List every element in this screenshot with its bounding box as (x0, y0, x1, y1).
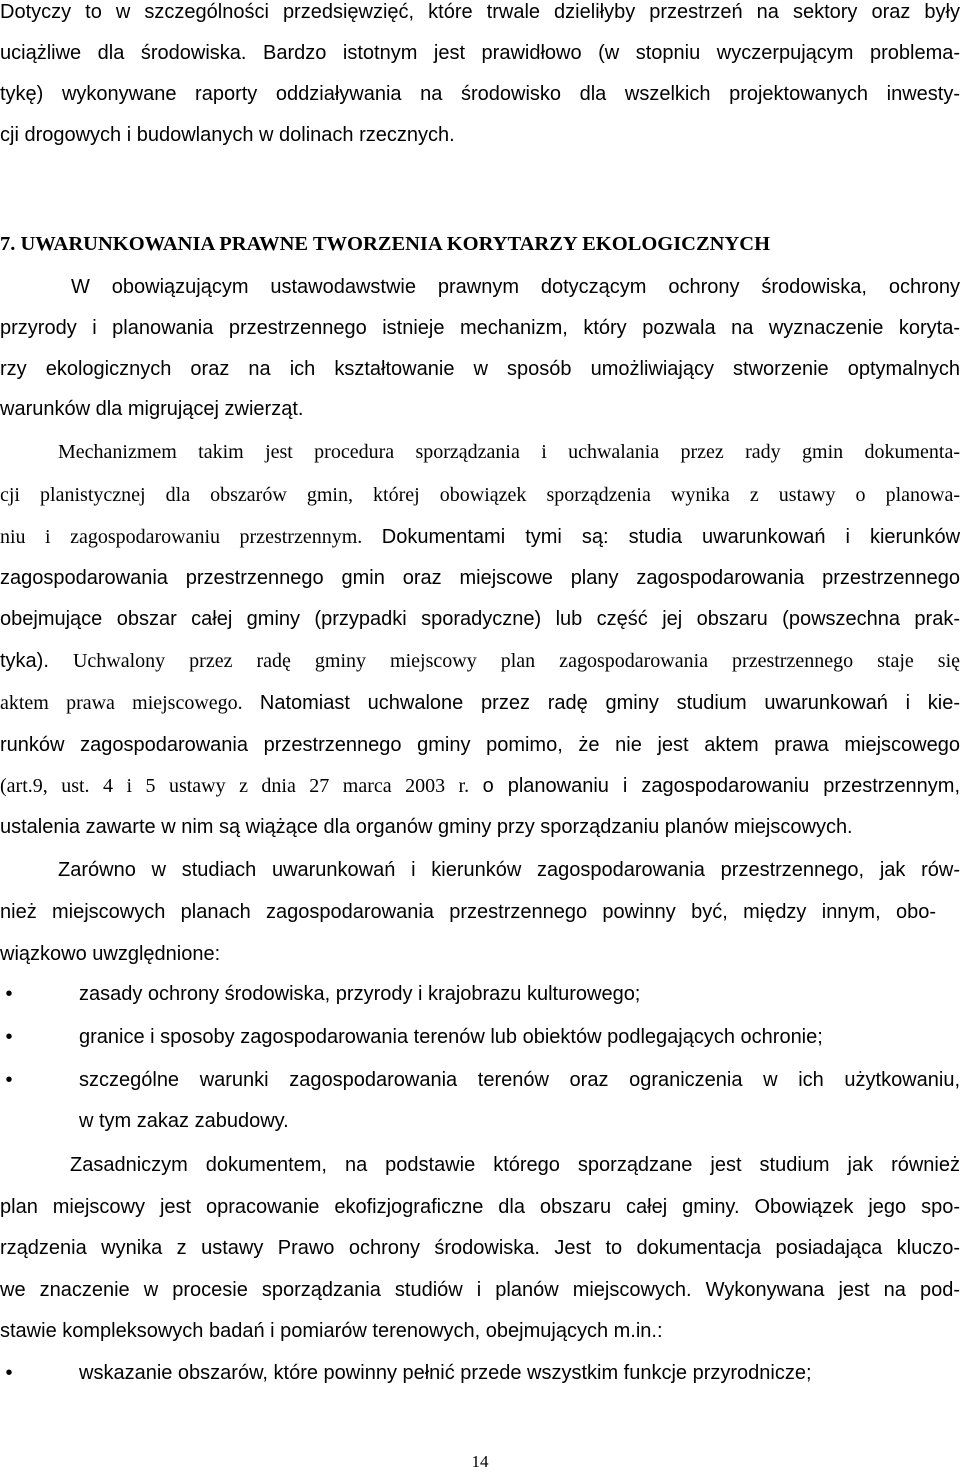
p2-line-7 (0, 691, 960, 717)
section-heading: 7. UWARUNKOWANIA PRAWNE TWORZENIA KORYTARZY EKOLOGICZNYCH (0, 233, 771, 255)
p4-line-2: plan miejscowy jest opracowanie ekofizjograficzne dla obszaru całej gminy. Obowiązek jego spo- (0, 1196, 960, 1218)
p2-line-9b: o planowaniu i zagospodarowaniu przestrzennym, (482, 775, 960, 797)
p2-line-9a: (art.9, ust. 4 i 5 ustawy z dnia 27 marca 2003 r. (0, 775, 470, 797)
intro-line-3: tykę) wykonywane raporty oddziaływania na środowisko dla wszelkich projektowanych inwesty- (0, 83, 960, 105)
bullet-icon: • (5, 1026, 13, 1048)
p1-line-3: rzy ekologicznych oraz na ich kształtowanie w sposób umożliwiający stworzenie optymalnych (0, 358, 960, 380)
bullet-item-4-text: wskazanie obszarów, które powinny pełnić przede wszystkim funkcje przyrodnicze; (79, 1362, 812, 1384)
bullet-item-1 (0, 982, 960, 1008)
bullet-icon: • (5, 1362, 13, 1384)
bullet-item-3-continued: w tym zakaz zabudowy. (79, 1110, 289, 1132)
p1-line-4: warunków dla migrującej zwierząt. (0, 398, 304, 420)
p2-line-3a: niu i zagospodarowaniu przestrzennym. (0, 526, 363, 548)
p2-line-6b: Uchwalony przez radę gminy miejscowy plan zagospodarowania przestrzennego staje się (72, 650, 960, 672)
bullet-item-4 (0, 1361, 960, 1387)
p2-line-6a: tyka). (0, 650, 49, 672)
p2-line-3 (0, 525, 960, 551)
p4-line-4: we znaczenie w procesie sporządzania studiów i planów miejscowych. Wykonywana jest na pod- (0, 1279, 960, 1301)
bullet-item-2-text: granice i sposoby zagospodarowania terenów lub obiektów podlegających ochronie; (79, 1026, 823, 1048)
p2-line-3b: Dokumentami tymi są: studia uwarunkowań i kierunków (381, 526, 960, 548)
bullet-icon: • (5, 983, 13, 1005)
bullet-item-3-text: szczególne warunki zagospodarowania terenów oraz ograniczenia w ich użytkowaniu, (79, 1069, 960, 1091)
intro-line-1: Dotyczy to w szczególności przedsięwzięć, które trwale dzieliłyby przestrzeń na sektory oraz były (0, 1, 960, 23)
p2-line-4: zagospodarowania przestrzennego gmin oraz miejscowe plany zagospodarowania przestrzennego (0, 567, 960, 589)
bullet-item-2 (0, 1025, 960, 1051)
intro-line-4: cji drogowych i budowlanych w dolinach rzecznych. (0, 124, 455, 146)
p3-line-1: Zarówno w studiach uwarunkowań i kierunków zagospodarowania przestrzennego, jak rów- (58, 859, 960, 881)
p2-line-2: cji planistycznej dla obszarów gmin, której obowiązek sporządzenia wynika z ustawy o planowa- (0, 484, 960, 506)
p2-line-5: obejmujące obszar całej gminy (przypadki sporadyczne) lub część jej obszaru (powszechna prak- (0, 608, 960, 630)
page-number: 14 (471, 1452, 489, 1471)
p3-line-3: wiązkowo uwzględnione: (0, 943, 221, 965)
intro-line-2b: Bardzo istotnym jest prawidłowo (w stopniu wyczerpującym problema- (263, 42, 960, 64)
p2-line-9 (0, 774, 960, 800)
p2-line-7a: aktem prawa miejscowego. (0, 692, 243, 714)
p2-line-8: runków zagospodarowania przestrzennego gminy pomimo, że nie jest aktem prawa miejscowego (0, 734, 960, 756)
p4-line-3: rządzenia wynika z ustawy Prawo ochrony środowiska. Jest to dokumentacja posiadająca kluczo- (0, 1237, 960, 1259)
bullet-item-3 (0, 1068, 960, 1094)
p1-line-2: przyrody i planowania przestrzennego istnieje mechanizm, który pozwala na wyznaczenie koryta- (0, 317, 960, 339)
p2-line-6 (0, 649, 960, 675)
p3-line-2: nież miejscowych planach zagospodarowania przestrzennego powinny być, między innym, obo- (0, 901, 936, 923)
p4-line-5: stawie kompleksowych badań i pomiarów terenowych, obejmujących m.in.: (0, 1320, 663, 1342)
intro-line-2 (0, 41, 960, 67)
bullet-item-1-text: zasady ochrony środowiska, przyrody i krajobrazu kulturowego; (79, 983, 641, 1005)
p2-line-7b: Natomiast uchwalone przez radę gminy studium uwarunkowań i kie- (259, 692, 960, 714)
p2-line-10: ustalenia zawarte w nim są wiążące dla organów gminy przy sporządzaniu planów miejscowych. (0, 816, 853, 838)
intro-line-2a: uciążliwe dla środowiska. (0, 42, 247, 64)
p1-line-1: W obowiązującym ustawodawstwie prawnym dotyczącym ochrony środowiska, ochrony (71, 276, 960, 298)
p4-line-1: Zasadniczym dokumentem, na podstawie którego sporządzane jest studium jak również (70, 1154, 960, 1176)
p2-line-1: Mechanizmem takim jest procedura sporządzania i uchwalania przez rady gmin dokumenta- (58, 441, 960, 463)
bullet-icon: • (5, 1069, 13, 1091)
